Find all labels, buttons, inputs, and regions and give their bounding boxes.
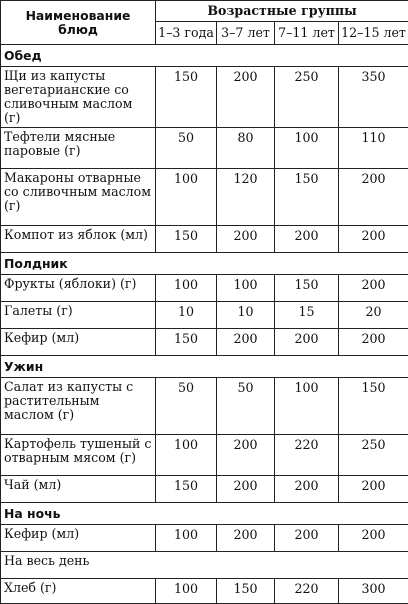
table-row (1, 67, 408, 128)
portion-value: 50 (156, 378, 217, 435)
portion-value: 15 (275, 302, 339, 329)
portion-value: 200 (339, 169, 408, 226)
portion-value: 200 (217, 525, 275, 552)
table-row (1, 128, 408, 169)
dish-name: Галеты (г) (1, 302, 156, 329)
portion-value: 200 (275, 329, 339, 356)
column-header-age-3-7: 3–7 лет (217, 22, 275, 45)
portion-value: 100 (156, 435, 217, 476)
dish-name: Кефир (мл) (1, 329, 156, 356)
table-row (1, 378, 408, 435)
table-row (1, 169, 408, 226)
portion-value: 220 (275, 579, 339, 604)
section-row (1, 503, 408, 525)
dish-name: Чай (мл) (1, 476, 156, 503)
table-row (1, 435, 408, 476)
portion-value: 150 (217, 579, 275, 604)
table-row (1, 275, 408, 302)
portion-value: 10 (217, 302, 275, 329)
portion-value: 150 (275, 275, 339, 302)
portion-value: 200 (275, 226, 339, 253)
section-title: На ночь (1, 503, 408, 525)
portion-value: 200 (339, 329, 408, 356)
portion-value: 250 (339, 435, 408, 476)
portion-value: 50 (217, 378, 275, 435)
dish-name: Салат из капусты с растительным маслом (г) (1, 378, 156, 435)
dish-name: Фрукты (яблоки) (г) (1, 275, 156, 302)
portion-value: 150 (156, 226, 217, 253)
column-header-age-7-11: 7–11 лет (275, 22, 339, 45)
dish-name: Картофель тушеный с отварным мясом (г) (1, 435, 156, 476)
section-title: Ужин (1, 356, 408, 378)
dish-name: Компот из яблок (мл) (1, 226, 156, 253)
portion-value: 200 (275, 525, 339, 552)
portion-value: 300 (339, 579, 408, 604)
table-row (1, 579, 408, 604)
dish-name: Тефтели мясные паровые (г) (1, 128, 156, 169)
table-body (1, 45, 408, 604)
dish-name: Щи из капусты вегетарианские со сливочным маслом (г) (1, 67, 156, 128)
portion-value: 150 (275, 169, 339, 226)
section-title: Полдник (1, 253, 408, 275)
portion-value: 200 (217, 435, 275, 476)
dish-name: Макароны отварные со сливочным маслом (г) (1, 169, 156, 226)
portion-value: 50 (156, 128, 217, 169)
portion-value: 200 (217, 476, 275, 503)
subheading-text: На весь день (1, 552, 408, 579)
portion-value: 100 (156, 275, 217, 302)
dish-name: Хлеб (г) (1, 579, 156, 604)
portion-value: 20 (339, 302, 408, 329)
portion-value: 200 (339, 275, 408, 302)
portion-value: 150 (156, 67, 217, 128)
section-title: Обед (1, 45, 408, 67)
portion-value: 80 (217, 128, 275, 169)
column-header-age-groups: Возрастные группы (156, 1, 408, 22)
table-row (1, 226, 408, 253)
portion-value: 100 (275, 128, 339, 169)
column-header-age-12-15: 12–15 лет (339, 22, 408, 45)
portion-value: 200 (275, 476, 339, 503)
portion-value: 150 (156, 476, 217, 503)
portion-value: 10 (156, 302, 217, 329)
column-header-age-1-3: 1–3 года (156, 22, 217, 45)
portion-value: 110 (339, 128, 408, 169)
portion-value: 150 (156, 329, 217, 356)
table-row (1, 302, 408, 329)
table-row (1, 476, 408, 503)
subheading-row (1, 552, 408, 579)
portion-value: 250 (275, 67, 339, 128)
portion-value: 220 (275, 435, 339, 476)
portion-value: 200 (339, 525, 408, 552)
column-header-dish-name: Наименование блюд (1, 1, 156, 45)
section-row (1, 45, 408, 67)
dish-name: Кефир (мл) (1, 525, 156, 552)
portion-value: 200 (339, 226, 408, 253)
portion-value: 200 (339, 476, 408, 503)
portion-value: 120 (217, 169, 275, 226)
section-row (1, 356, 408, 378)
portion-value: 100 (275, 378, 339, 435)
portion-value: 100 (217, 275, 275, 302)
portion-value: 100 (156, 525, 217, 552)
portion-value: 100 (156, 579, 217, 604)
portion-value: 200 (217, 67, 275, 128)
portion-value: 100 (156, 169, 217, 226)
section-row (1, 253, 408, 275)
portion-value: 200 (217, 226, 275, 253)
portion-value: 200 (217, 329, 275, 356)
portion-value: 350 (339, 67, 408, 128)
table-row (1, 329, 408, 356)
portion-value: 150 (339, 378, 408, 435)
table-row (1, 525, 408, 552)
